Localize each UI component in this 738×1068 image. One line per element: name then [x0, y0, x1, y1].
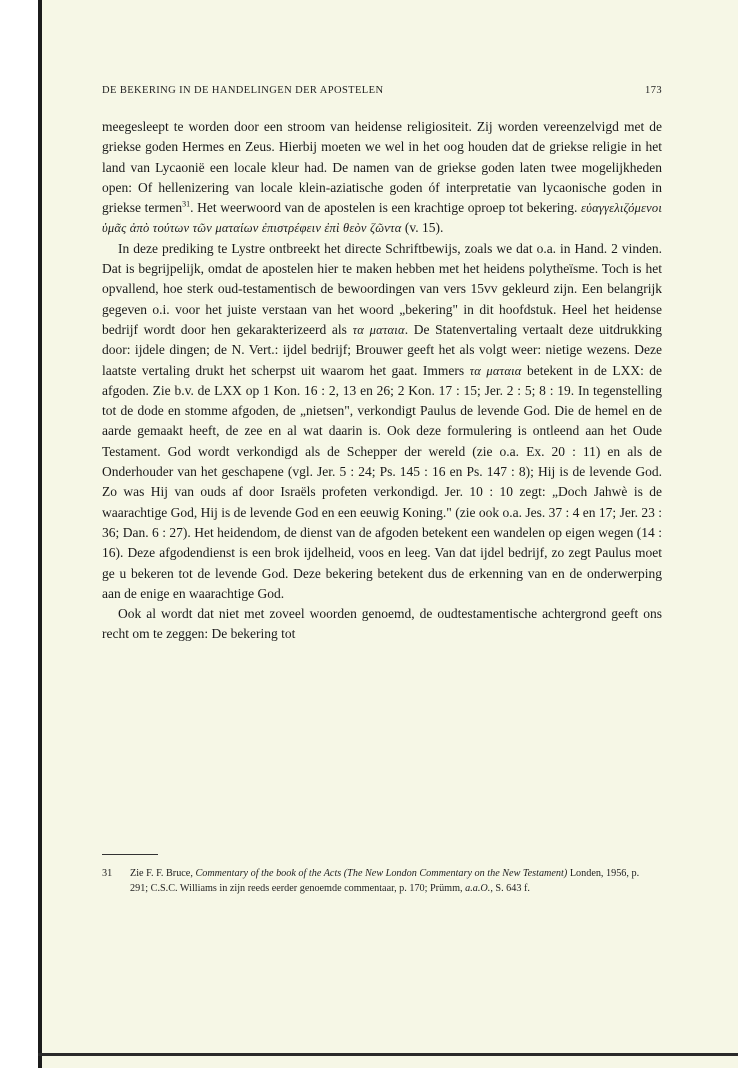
footnote-divider: [102, 854, 158, 855]
footnote: [102, 867, 657, 896]
footnote-title: Commentary of the book of the Acts (The New London Commentary on the New Testament): [195, 868, 568, 879]
body-text: [102, 117, 662, 645]
footnote-number: 31: [102, 868, 113, 879]
page-number: 173: [645, 85, 662, 96]
footnote-reference: 31: [182, 199, 191, 209]
paragraph-1-text-a: meegesleept te worden door een stroom van heidense religiositeit. Zij worden vereenzelvigd met de griekse goden Hermes en Zeus. Hierbij moeten we wel in het oog houden dat de griekse religie in het land van Lycaonië een locale kleur had. De namen van de griekse goden laten twee mogelijkheden open: Of hellenizering van locale klein-aziatische goden óf interpretatie van lycaonische goden in griekse termen: [102, 119, 662, 216]
footnote-text-a: Zie F. F. Bruce,: [130, 868, 196, 879]
paragraph-3: [102, 604, 662, 645]
paragraph-2: [102, 239, 662, 604]
greek-quotation: εὐαγγελιζόμενοι ὑμᾶς ἀπὸ τούτων τῶν ματαίων ἐπιστρέφειν ἐπὶ θεὸν ζῶντα: [102, 201, 663, 236]
greek-term-2: τα ματαια: [469, 363, 522, 378]
paragraph-2-text-b: . De Statenvertaling vertaalt deze uitdrukking door: ijdele dingen; de N. Vert.: ijdel bedrijf; Brouwer geeft het als volgt weer: nietige wezens. Deze laatste vertaling drukt het scherpst uit waarom het gaat. Immers: [102, 321, 662, 378]
paragraph-1-text-c: (v. 15).: [404, 220, 444, 236]
running-header: [102, 85, 662, 101]
footnote-abbrev: a.a.O.: [465, 882, 491, 894]
scan-edge-left: [38, 0, 42, 1068]
footnote-text: [130, 867, 657, 896]
footnote-text-b: Londen, 1956, p. 291; C.S.C. Williams in zijn reeds eerder genoemde commentaar, p. 170; Prümm,: [130, 868, 640, 894]
running-header-title: DE BEKERING IN DE HANDELINGEN DER APOSTELEN: [102, 85, 384, 96]
paragraph-1: [102, 117, 662, 239]
footnote-text-c: , S. 643 f.: [490, 882, 530, 894]
scan-edge-bottom: [38, 1053, 738, 1056]
paragraph-3-text: Ook al wordt dat niet met zoveel woorden genoemd, de oudtestamentische achtergrond geeft ons recht om te zeggen: De bekering tot: [102, 606, 662, 642]
paragraph-2-text-a: In deze prediking te Lystre ontbreekt het directe Schriftbewijs, zoals we dat o.a. in Hand. 2 vinden. Dat is begrijpelijk, omdat de apostelen hier te maken hebben met het heidens polytheïsme. Toch is het opvallend, hoe sterk oud-testamentisch de bewoordingen van vers 15vv gekleurd zijn. Een belangrijk gegeven o.i. voor het juiste verstaan van het woord „bekering" in dit hoofdstuk. Heel het heidense bedrijf wordt door hen gekarakterizeerd als: [102, 240, 662, 337]
paragraph-1-text-b: . Het weerwoord van de apostelen is een krachtige oproep tot bekering.: [190, 200, 578, 216]
greek-term-1: τα ματαια: [352, 322, 405, 337]
paragraph-2-text-c: betekent in de LXX: de afgoden. Zie b.v. de LXX op 1 Kon. 16 : 2, 13 en 26; 2 Kon. 17 : 15; Jer. 2 : 5; 8 : 19. In tegenstelling tot de dode en stomme afgoden, de „nietsen", verkondigt Paulus de levende God. Die de hemel en de aarde gemaakt heeft, de zee en al wat daarin is. Ook deze formulering is ontleend aan het Oude Testament. God wordt verkondigd als de Schepper der wereld (zie o.a. Ex. 20 : 11) en als de Onderhouder van het geschapene (vgl. Jer. 5 : 24; Ps. 145 : 16 en Ps. 147 : 8); Hij is de levende God. Zo was Hij van ouds af door Israëls profeten verkondigd. Jer. 10 : 10 zegt: „Doch Jahwè is de waarachtige God, Hij is de levende God en een eeuwig Koning." (zie ook o.a. Jes. 37 : 4 en 17; Jer. 23 : 36; Dan. 6 : 27). Het heidendom, de dienst van de afgoden betekent een wandelen op eigen wegen (14 : 16). Deze afgodendienst is een brok ijdelheid, voos en leeg. Van dat ijdel bedrijf, zo zegt Paulus moet ge u bekeren tot de levende God. Deze bekering betekent dus de erkenning van en de onderwerping aan de enige en waarachtige God.: [102, 362, 663, 601]
